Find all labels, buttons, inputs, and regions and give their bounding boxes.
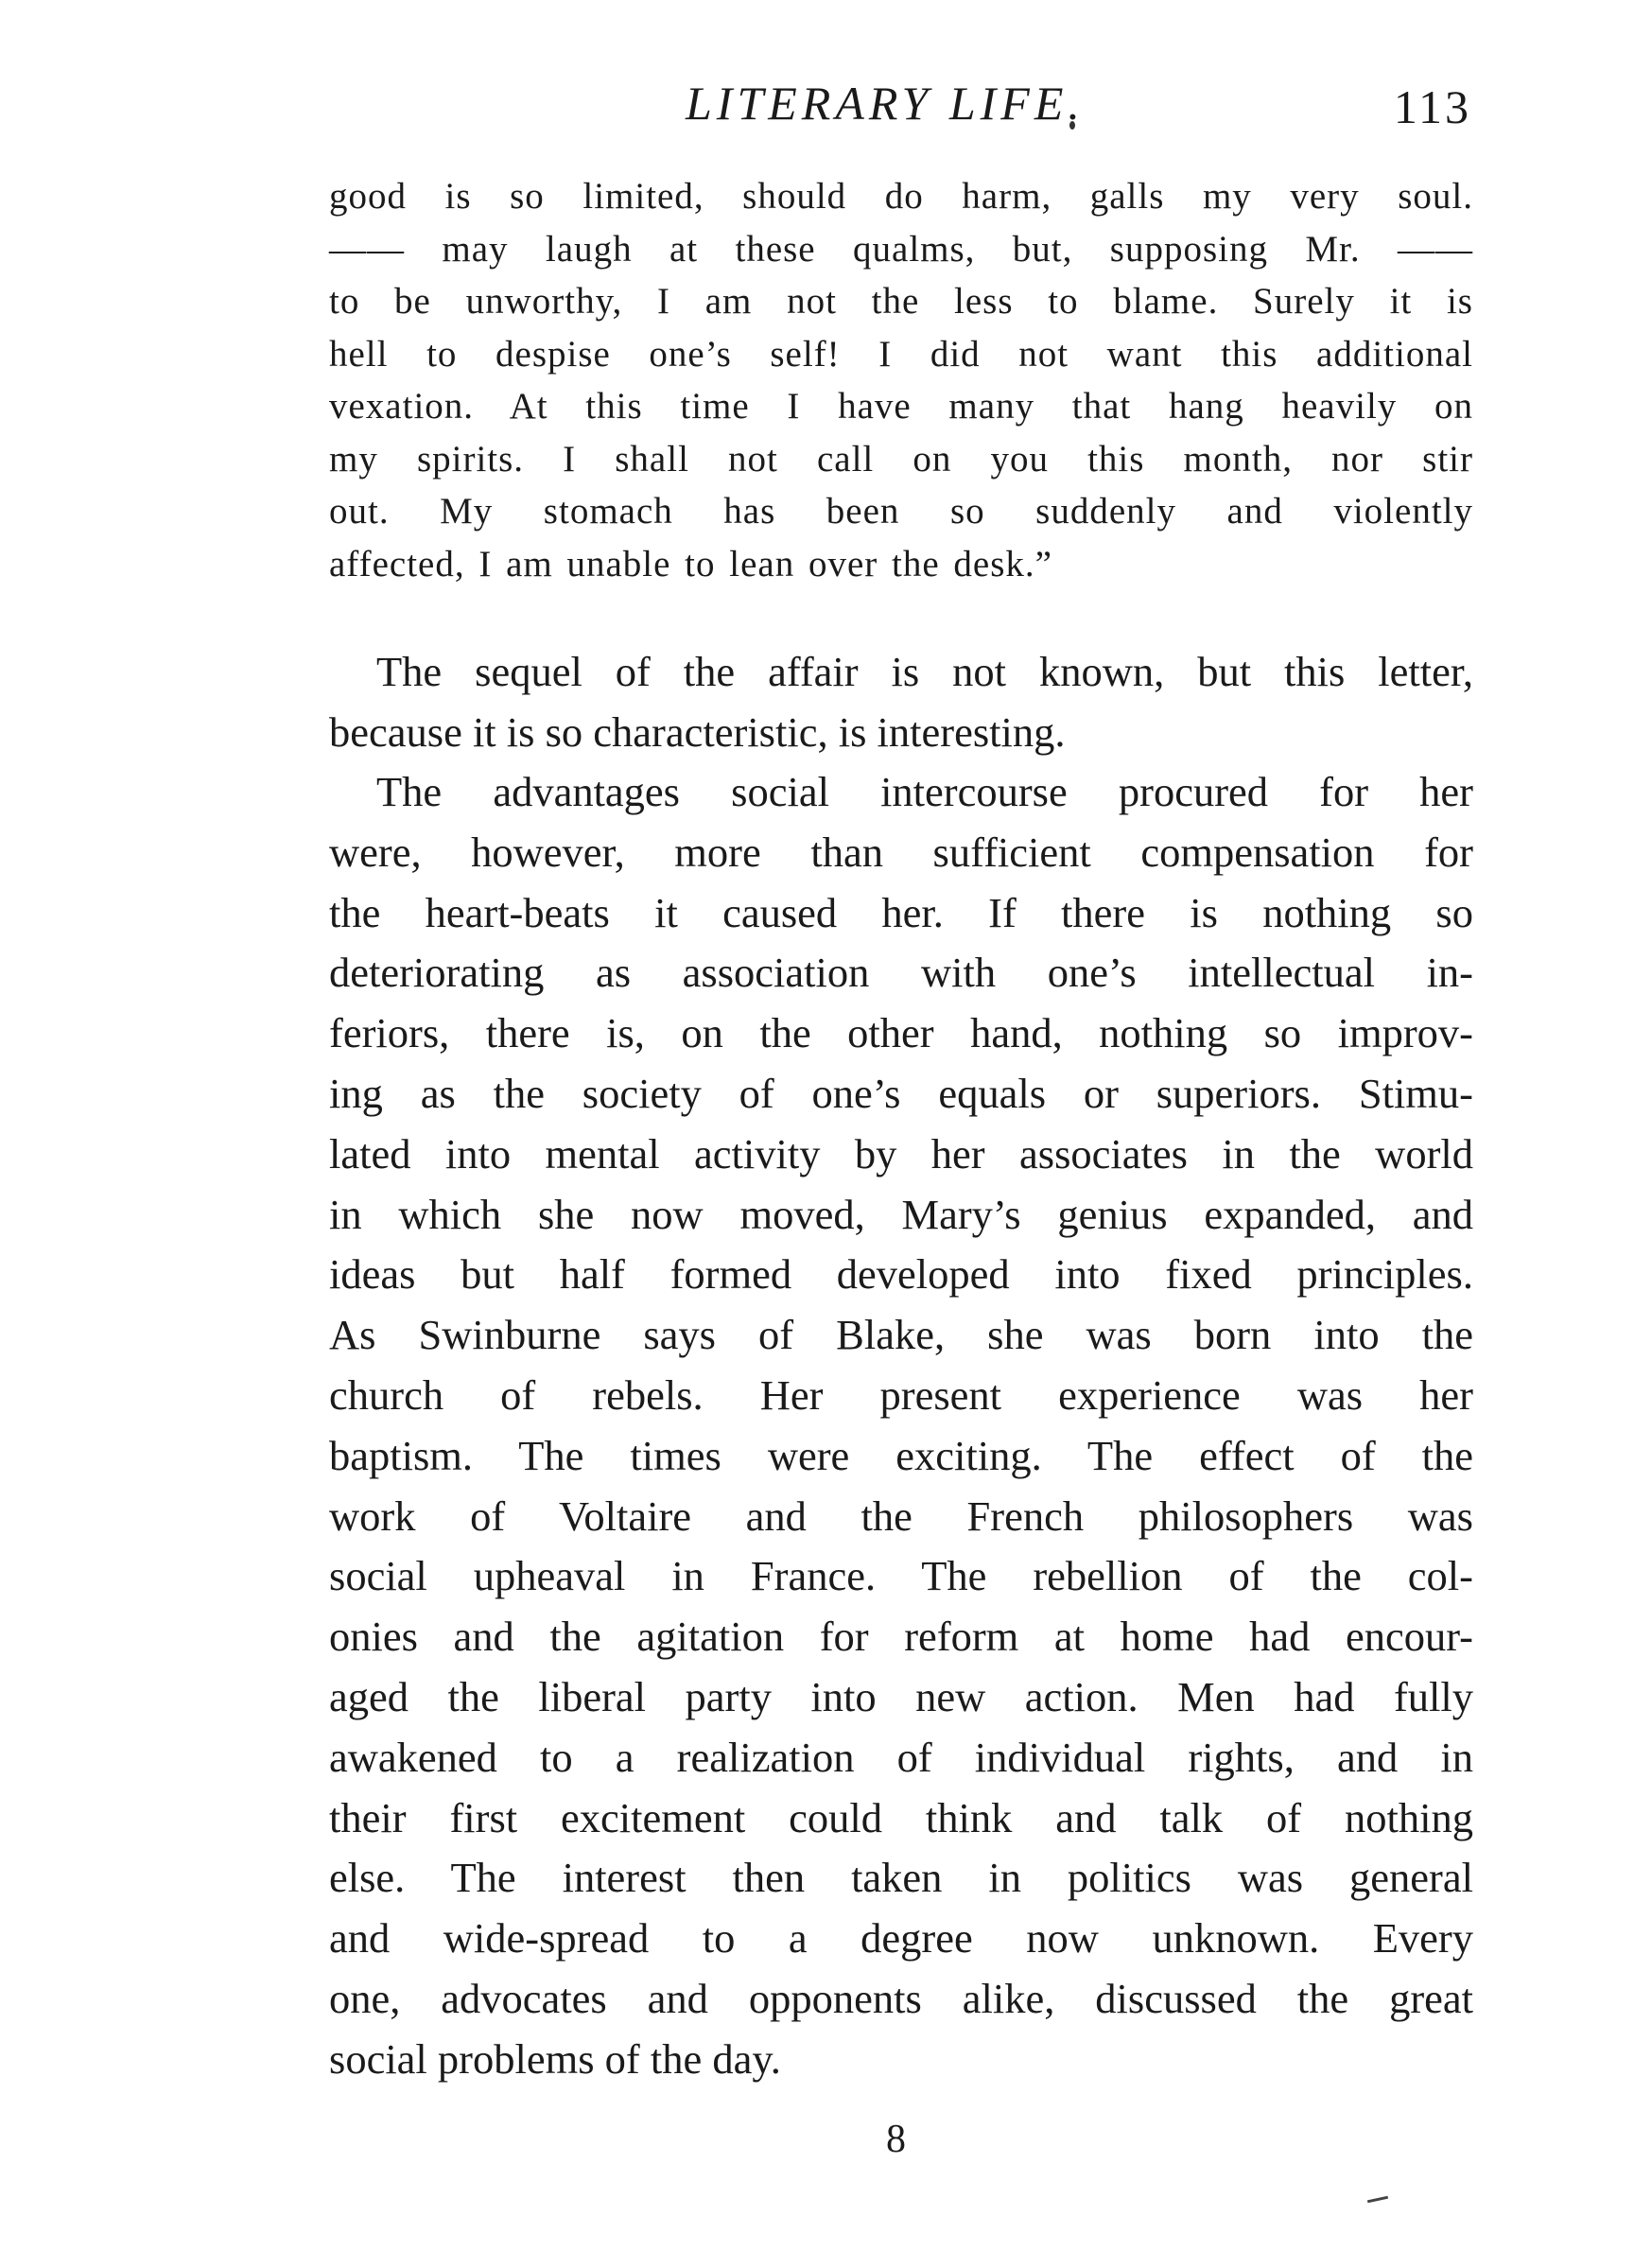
quoted-letter [329, 170, 1473, 590]
paragraph-line: lated into mental activity by her associates in the world [329, 1129, 1473, 1178]
paragraph-line: else. The interest then taken in politics was general [329, 1854, 1473, 1902]
quote-line: —— may laugh at these qualms, but, supposing Mr. —— [329, 228, 1473, 270]
ink-mark [1367, 2196, 1388, 2204]
paragraph-line: work of Voltaire and the French philosophers was [329, 1492, 1473, 1540]
running-title: LITERARY LIFE. [686, 77, 1085, 130]
quote-line: affected, I am unable to lean over the desk.” [329, 543, 1052, 584]
paragraph-line: awakened to a realization of individual rights, and in [329, 1733, 1473, 1781]
paragraph-line: in which she now moved, Mary’s genius expanded, and [329, 1190, 1473, 1238]
paragraph-line: social problems of the day. [329, 2034, 781, 2083]
page-number: 113 [1393, 80, 1471, 133]
paragraph-line: aged the liberal party into new action. Men had fully [329, 1672, 1473, 1720]
paragraph-line: and wide-spread to a degree now unknown. Every [329, 1914, 1473, 1963]
paragraph-line: ideas but half formed developed into fixed principles. [329, 1250, 1473, 1299]
paragraph-line: church of rebels. Her present experience was her [329, 1370, 1473, 1419]
paragraph-line: one, advocates and opponents alike, discussed the great [329, 1974, 1473, 2022]
paragraph-advantages [329, 762, 1473, 2090]
running-head [329, 70, 1483, 136]
quote-line: good is so limited, should do harm, galls my very soul. [329, 176, 1473, 217]
paragraph-line: deteriorating as association with one’s intellectual in- [329, 949, 1473, 997]
quote-line: vexation. At this time I have many that hang heavily on [329, 386, 1473, 427]
paragraph-line: ing as the society of one’s equals or superiors. Stimu- [329, 1069, 1473, 1117]
paragraph-line: baptism. The times were exciting. The effect of the [329, 1431, 1473, 1479]
paragraph-line: the heart-beats it caused her. If there is nothing so [329, 888, 1473, 936]
quote-line: out. My stomach has been so suddenly and violently [329, 491, 1473, 532]
paragraph-line: The sequel of the affair is not known, but this letter, [376, 648, 1473, 695]
paragraph-line: onies and the agitation for reform at home had encour- [329, 1613, 1473, 1661]
quote-line: hell to despise one’s self! I did not want this additional [329, 333, 1473, 375]
paragraph-line: As Swinburne says of Blake, she was born into the [329, 1311, 1473, 1359]
paragraph-sequel [329, 642, 1473, 763]
paragraph-line: feriors, there is, on the other hand, nothing so improv- [329, 1009, 1473, 1057]
signature-mark: 8 [886, 2118, 906, 2161]
quote-line: my spirits. I shall not call on you this month, nor stir [329, 438, 1473, 480]
paragraph-line: The advantages social intercourse procured for her [376, 768, 1473, 815]
paragraph-line: were, however, more than sufficient compensation for [329, 828, 1473, 876]
quote-line: to be unworthy, I am not the less to blame. Surely it is [329, 281, 1473, 322]
paragraph-line: their first excitement could think and talk of nothing [329, 1793, 1473, 1841]
paragraph-line: social upheaval in France. The rebellion of the col- [329, 1552, 1473, 1600]
paragraph-line: because it is so characteristic, is interesting. [329, 707, 1066, 756]
